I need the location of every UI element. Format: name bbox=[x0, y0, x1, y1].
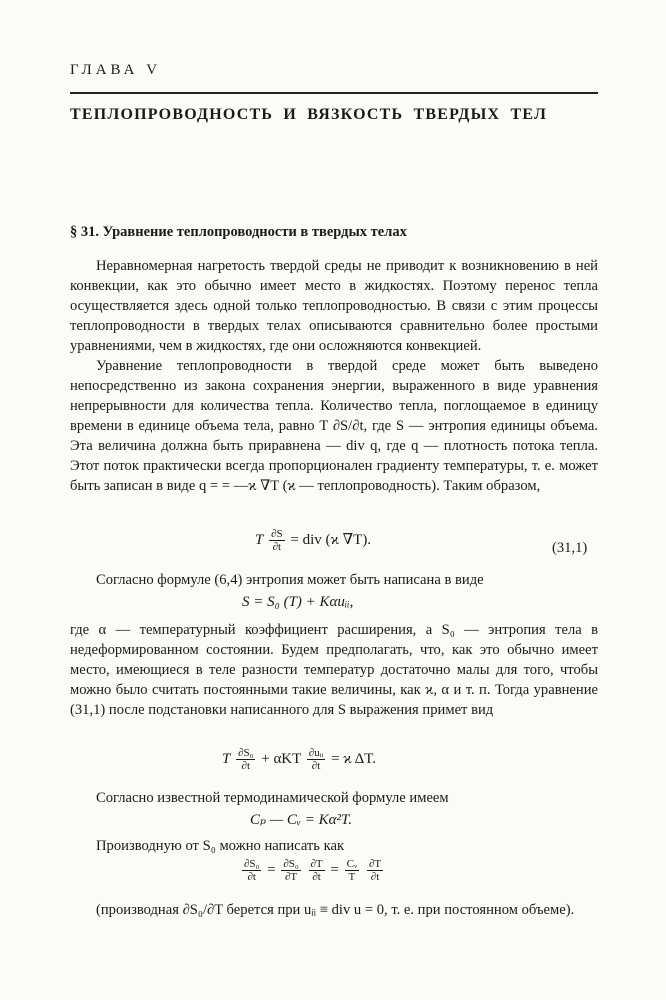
body-block-3 bbox=[70, 620, 598, 720]
eq5-numerator-4: Cᵥ bbox=[346, 858, 358, 870]
eq1-rhs: = div (ϰ ∇T). bbox=[290, 531, 372, 548]
eq5-numerator-3: ∂T bbox=[310, 858, 323, 870]
eq5-equals-1: = bbox=[267, 861, 276, 878]
eq3-fraction-2 bbox=[307, 747, 326, 772]
eq5-fraction-5 bbox=[367, 858, 383, 883]
body-block-4 bbox=[70, 788, 598, 808]
eq3-numerator-1: ∂S₀ bbox=[238, 747, 254, 759]
section-title: § 31. Уравнение теплопроводности в твердых телах bbox=[70, 224, 407, 240]
paragraph-7: (производная ∂S₀/∂T берется при uᵢᵢ ≡ div u = 0, т. е. при постоянном объеме). bbox=[96, 902, 575, 918]
chapter-title: ТЕПЛОПРОВОДНОСТЬ И ВЯЗКОСТЬ ТВЕРДЫХ ТЕЛ bbox=[70, 106, 548, 123]
eq5-denominator-3: ∂t bbox=[312, 871, 321, 883]
eq5-denominator-5: ∂t bbox=[370, 871, 380, 883]
eq3-middle: + αKT bbox=[261, 750, 302, 767]
eq3-numerator-2: ∂uᵢᵢ bbox=[308, 747, 324, 759]
eq5-fraction-4 bbox=[345, 858, 360, 883]
eq5-denominator-2: ∂T bbox=[284, 871, 298, 883]
equation-heat-capacity: Cₚ — Cᵥ = Kα²T. bbox=[250, 812, 353, 828]
eq3-denominator-2: ∂t bbox=[311, 760, 321, 772]
eq1-numerator: ∂S bbox=[271, 528, 283, 540]
eq5-denominator-1: ∂t bbox=[247, 871, 256, 883]
eq5-denominator-4: T bbox=[348, 871, 356, 883]
eq5-fraction-1 bbox=[242, 858, 261, 883]
eq5-fraction-3 bbox=[309, 858, 325, 883]
paragraph-6: Производную от S₀ можно написать как bbox=[96, 838, 345, 854]
body-block-5 bbox=[70, 836, 598, 856]
eq1-fraction bbox=[269, 528, 285, 553]
eq1-t: T bbox=[255, 531, 264, 548]
equation-derivative bbox=[240, 858, 385, 883]
equation-31-1 bbox=[255, 528, 371, 553]
eq5-fraction-2 bbox=[281, 858, 300, 883]
paragraph-4: где α — температурный коэффициент расширения, а S₀ — энтропия тела в недеформированном состоянии. Будем предполагать, что, как это обычно имеет место, имеющиеся в теле разности температур достаточно малы для того, чтобы можно было считать постоянными такие величины, как ϰ, α и т. п. Тогда уравнение (31,1) после подстановки написанного для S выражения примет вид bbox=[70, 622, 598, 718]
eq3-denominator-1: ∂t bbox=[241, 760, 251, 772]
equation-entropy: S = S₀ (T) + Kαuᵢᵢ, bbox=[242, 594, 354, 610]
eq3-rhs: = ϰ ΔT. bbox=[331, 750, 377, 767]
body-block-1 bbox=[70, 256, 598, 496]
chapter-label: ГЛАВА V bbox=[70, 62, 162, 78]
eq1-denominator: ∂t bbox=[272, 541, 282, 553]
equation-number: (31,1) bbox=[552, 540, 588, 556]
body-block-6 bbox=[70, 900, 598, 920]
paragraph-5: Согласно известной термодинамической формуле имеем bbox=[96, 790, 449, 806]
eq5-numerator-2: ∂S₀ bbox=[283, 858, 299, 870]
paragraph-1: Неравномерная нагретость твердой среды не приводит к возникновению в ней конвекции, как это обычно имеет место в жидкостях. Поэтому перенос тепла осуществляется здесь одной только теплопроводностью. В связи с этим процессы теплопроводности в твердых телах описываются сравнительно более простыми уравнениями, чем в жидкостях, где они осложняются конвекцией. bbox=[70, 258, 598, 354]
eq3-t: T bbox=[222, 750, 231, 767]
body-block-2 bbox=[70, 570, 598, 590]
eq3-fraction-1 bbox=[236, 747, 255, 772]
equation-substituted bbox=[222, 747, 376, 772]
eq5-numerator-1: ∂S₀ bbox=[244, 858, 260, 870]
header-rule bbox=[70, 92, 598, 94]
paragraph-3: Согласно формуле (6,4) энтропия может быть написана в виде bbox=[96, 572, 484, 588]
eq5-numerator-5: ∂T bbox=[368, 858, 382, 870]
paragraph-2: Уравнение теплопроводности в твердой среде может быть выведено непосредственно из закона сохранения энергии, выраженного в виде уравнения непрерывности для количества тепла. Количество тепла, поглощаемое в единицу времени в единице объема тела, равно T ∂S/∂t, где S — энтропия единицы объема. Эта величина должна быть приравнена — div q, где q — плотность потока тепла. Этот поток практически всегда пропорционален градиенту температуры, т. е. может быть записан в виде q = = —ϰ ∇T (ϰ — теплопроводность). Таким образом, bbox=[70, 358, 598, 494]
eq5-equals-2: = bbox=[330, 861, 339, 878]
